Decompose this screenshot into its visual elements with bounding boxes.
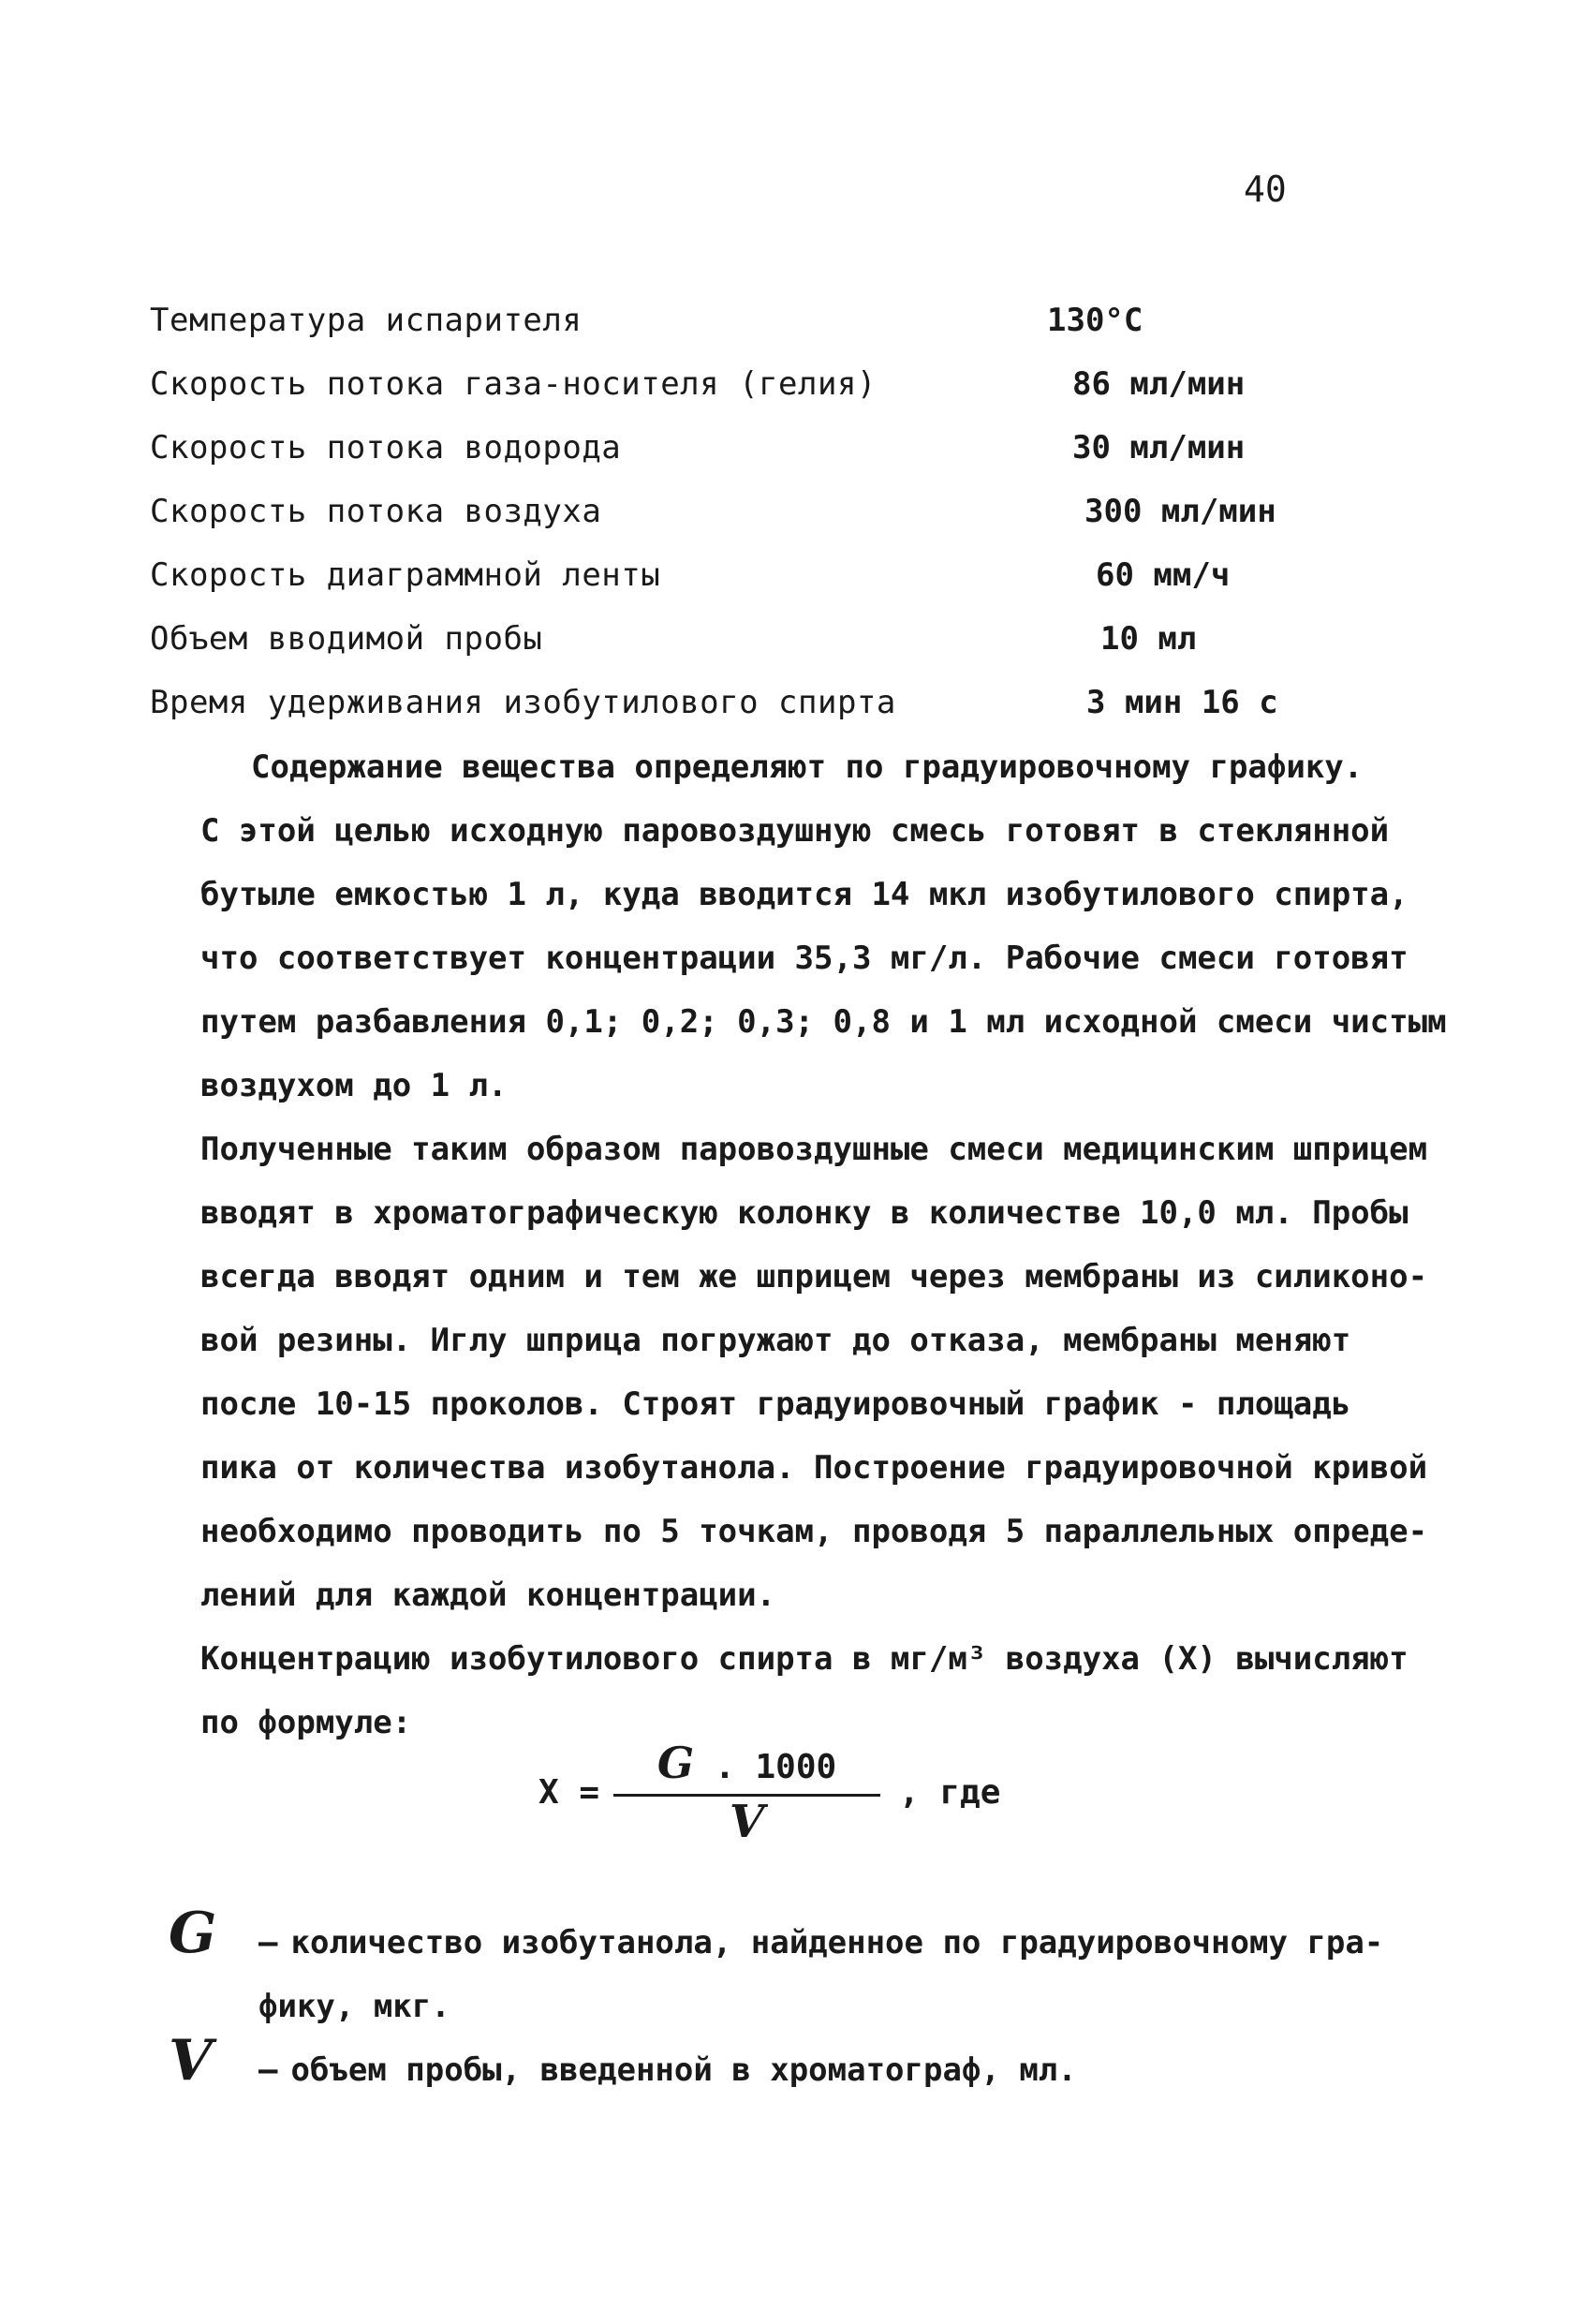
parameter-value: 30 мл/мин — [1072, 429, 1246, 466]
parameter-row — [150, 416, 1320, 480]
legend-symbol: V — [169, 2028, 213, 2094]
body-line: воздухом до 1 л. — [200, 1067, 508, 1104]
body-line: С этой целью исходную паровоздушную смесь готовят в стеклянной — [200, 812, 1390, 850]
body-line: вводят в хроматографическую колонку в количестве 10,0 мл. Пробы — [200, 1194, 1409, 1232]
body-line: после 10-15 проколов. Строят градуировочный график - площадь — [200, 1385, 1351, 1423]
parameter-label: Объем вводимой пробы — [150, 620, 543, 658]
parameter-row — [150, 671, 1320, 734]
parameter-value: 130°C — [1047, 302, 1143, 339]
body-line: Полученные таким образом паровоздушные смеси медицинским шприцем — [200, 1131, 1428, 1168]
parameters-list — [150, 289, 1320, 734]
legend-dash: – — [258, 1924, 278, 1961]
body-line: всегда вводят одним и тем же шприцем через мембраны из силиконо- — [200, 1258, 1428, 1295]
body-line: Содержание вещества определяют по градуировочному графику. — [251, 748, 1364, 786]
formula-numerator-symbol: G — [656, 1738, 695, 1788]
parameter-label: Скорость потока водорода — [150, 429, 622, 466]
page-number: 40 — [1244, 169, 1287, 210]
parameter-label: Скорость потока воздуха — [150, 493, 602, 530]
parameter-value: 300 мл/мин — [1084, 493, 1276, 530]
legend-item-v — [169, 2028, 1414, 2102]
body-line: лений для каждой концентрации. — [200, 1576, 776, 1614]
formula-fraction — [613, 1738, 880, 1850]
body-line: что соответствует концентрации 35,3 мг/л. Рабочие смеси готовят — [200, 940, 1409, 977]
body-line: Концентрацию изобутилового спирта в мг/м³ воздуха (X) вычисляют — [200, 1640, 1409, 1678]
body-line: пика от количества изобутанола. Построение градуировочной кривой — [200, 1449, 1428, 1487]
formula-suffix: , где — [899, 1773, 1001, 1812]
concentration-formula — [538, 1738, 1044, 1850]
parameter-label: Время удерживания изобутилового спирта — [150, 684, 896, 721]
formula-denominator: V — [729, 1796, 765, 1848]
legend-symbol: G — [169, 1901, 217, 1966]
formula-lhs: X = — [538, 1773, 600, 1812]
body-line: бутыле емкостью 1 л, куда вводится 14 мкл изобутилового спирта, — [200, 876, 1409, 913]
formula-numerator — [613, 1738, 880, 1788]
legend-dash: – — [258, 2051, 278, 2089]
formula-legend — [169, 1901, 1414, 2102]
parameter-row — [150, 480, 1320, 543]
parameter-value: 3 мин 16 с — [1086, 684, 1278, 721]
body-line: необходимо проводить по 5 точкам, проводя 5 параллельных опреде- — [200, 1513, 1428, 1550]
parameter-row — [150, 607, 1320, 671]
parameter-row — [150, 289, 1320, 352]
body-line: по формуле: — [200, 1704, 412, 1741]
legend-text: количество изобутанола, найденное по градуировочному гра- — [290, 1924, 1384, 1961]
parameter-label: Скорость потока газа-носителя (гелия) — [150, 365, 877, 403]
parameter-value: 10 мл — [1100, 620, 1197, 658]
body-text — [150, 735, 1447, 1754]
formula-numerator-rest: . 1000 — [715, 1748, 837, 1786]
parameter-label: Температура испарителя — [150, 302, 583, 339]
parameter-value: 86 мл/мин — [1072, 365, 1246, 403]
legend-text: объем пробы, введенной в хроматограф, мл. — [290, 2051, 1077, 2089]
body-line: путем разбавления 0,1; 0,2; 0,3; 0,8 и 1 мл исходной смеси чистым — [200, 1003, 1447, 1041]
legend-item-g — [169, 1901, 1414, 1975]
legend-text-continuation: фику, мкг. — [258, 1988, 450, 2025]
parameter-row — [150, 543, 1320, 607]
body-line: вой резины. Иглу шприца погружают до отказа, мембраны меняют — [200, 1322, 1351, 1359]
parameter-value: 60 мм/ч — [1096, 556, 1231, 594]
parameter-row — [150, 352, 1320, 416]
parameter-label: Скорость диаграммной ленты — [150, 556, 661, 594]
